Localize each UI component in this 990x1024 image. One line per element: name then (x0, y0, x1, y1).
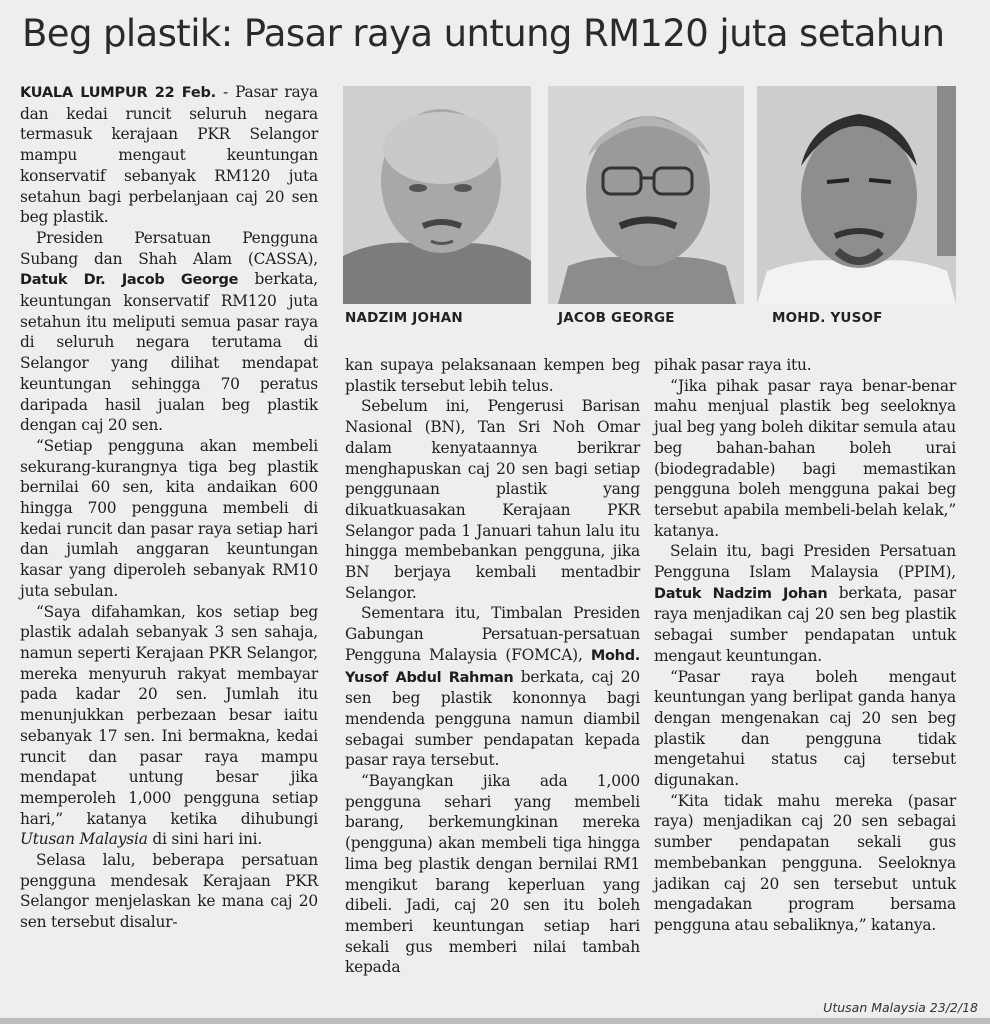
article-column-2 (345, 355, 640, 978)
portrait-photo-mohd-yusof (757, 86, 956, 304)
paragraph (20, 602, 318, 850)
photo-caption: JACOB GEORGE (558, 310, 675, 326)
paragraph-text: Sementara itu, Timbalan Presiden Gabungan Persatuan-persatuan Pengguna Malaysia (FOMCA), (345, 604, 640, 664)
paragraph: “Pasar raya boleh mengaut keuntungan yang berlipat ganda hanya dengan mengenakan caj 20 sen beg plastik dan pengguna tidak mengetahui status caj tersebut digunakan. (654, 667, 956, 790)
paragraph-text: di sini hari ini. (147, 830, 263, 849)
paragraph (345, 603, 640, 771)
bold-name: Mohd. Yusof Abdul Rahman (345, 647, 640, 686)
paragraph-text: Selain itu, bagi Presiden Persatuan Pengguna Islam Malaysia (PPIM), (654, 542, 956, 582)
article-column-3 (654, 355, 956, 936)
bold-name: Datuk Nadzim Johan (654, 585, 828, 602)
dateline: KUALA LUMPUR 22 Feb. (20, 85, 216, 101)
bold-name: Datuk Dr. Jacob George (20, 272, 239, 289)
paragraph: “Jika pihak pasar raya benar-benar mahu menjual plastik beg seeloknya jual beg yang boleh dikitar semula atau beg bahan-bahan boleh urai (biodegradable) bagi memastikan pengguna boleh mengguna pakai beg tersebut apabila membeli-belah kelak,” katanya. (654, 376, 956, 540)
paragraph: “Bayangkan jika ada 1,000 pengguna sehari yang membeli barang, berkemungkinan mereka (pengguna) akan membeli tiga hingga lima beg plastik dengan bernilai RM1 mengikut barang keperluan yang dibeli. Jadi, caj 20 sen itu boleh memberi keuntungan setiap hari sekali gus memberi nilai tambah kepada (345, 772, 640, 977)
paragraph (20, 228, 318, 436)
paragraph: pihak pasar raya itu. (654, 356, 812, 374)
paragraph-text: berkata, pasar raya menjadikan caj 20 sen beg plastik sebagai sumber pendapatan untuk mengaut keuntungan. (654, 583, 956, 665)
italic-publication: Utusan Malaysia (20, 830, 148, 849)
paragraph (20, 82, 318, 228)
bottom-divider (0, 1018, 990, 1024)
paragraph: “Kita tidak mahu mereka (pasar raya) menjadikan caj 20 sen sebagai sumber pendapatan sekali gus membebankan pengguna. Seeloknya jadikan caj 20 sen tersebut untuk mengadakan program bersama pengguna atau sebaliknya,” katanya. (654, 791, 956, 934)
paragraph: kan supaya pelaksanaan kempen beg plastik tersebut lebih telus. (345, 356, 640, 395)
paragraph-text: “Saya difahamkan, kos setiap beg plastik adalah sebanyak 3 sen sahaja, namun seperti Kerajaan PKR Selangor, mereka menyuruh rakyat membayar pada kadar 20 sen. Jumlah itu menunjukkan perbezaan besar iaitu sebanyak 17 sen. Ini bermakna, kedai runcit dan pasar raya mampu mendapat untung besar jika memperoleh 1,000 pengguna setiap hari,” katanya ketika dihubungi (20, 602, 318, 828)
photo-caption: NADZIM JOHAN (345, 310, 463, 326)
paragraph (654, 541, 956, 666)
portrait-photo-nadzim-johan (343, 86, 531, 304)
portrait-photo-jacob-george (548, 86, 744, 304)
headline: Beg plastik: Pasar raya untung RM120 juta setahun (22, 12, 945, 55)
paragraph: Selasa lalu, beberapa persatuan pengguna mendesak Kerajaan PKR Selangor menjelaskan ke mana caj 20 sen tersebut disalur- (20, 851, 318, 932)
paragraph-text: - Pasar raya dan kedai runcit seluruh negara termasuk kerajaan PKR Selangor mampu mengaut keuntungan konservatif sebanyak RM120 juta setahun bagi perbelanjaan caj 20 sen beg plastik. (20, 83, 318, 227)
article-column-1 (20, 82, 318, 933)
paragraph-text: berkata, caj 20 sen beg plastik kononnya bagi mendenda pengguna namun diambil sebagai sumber pendapatan kepada pasar raya tersebut. (345, 667, 640, 770)
paragraph: “Setiap pengguna akan membeli sekurang-kurangnya tiga beg plastik bernilai 60 sen, kita andaikan 600 hingga 700 pengguna membeli di kedai runcit dan pasar raya setiap hari dan jumlah anggaran keuntungan kasar yang diperoleh sebanyak RM10 juta sebulan. (20, 436, 318, 600)
photo-caption: MOHD. YUSOF (772, 310, 883, 326)
paragraph: Sebelum ini, Pengerusi Barisan Nasional (BN), Tan Sri Noh Omar dalam kenyataannya berikrar menghapuskan caj 20 sen bagi setiap penggunaan plastik yang dikuatkuasakan Kerajaan PKR Selangor pada 1 Januari tahun lalu itu hingga membebankan pengguna, jika BN berjaya kembali mentadbir Selangor. (345, 397, 640, 602)
paragraph-text: Presiden Persatuan Pengguna Subang dan Shah Alam (CASSA), (20, 228, 318, 268)
paragraph-text: berkata, keuntungan konservatif RM120 juta setahun itu meliputi semua pasar raya di seluruh negara terutama di Selangor yang dilihat mendapat keuntungan sehingga 70 peratus daripada hasil jualan beg plastik dengan caj 20 sen. (20, 270, 318, 435)
source-credit: Utusan Malaysia 23/2/18 (823, 1000, 978, 1015)
